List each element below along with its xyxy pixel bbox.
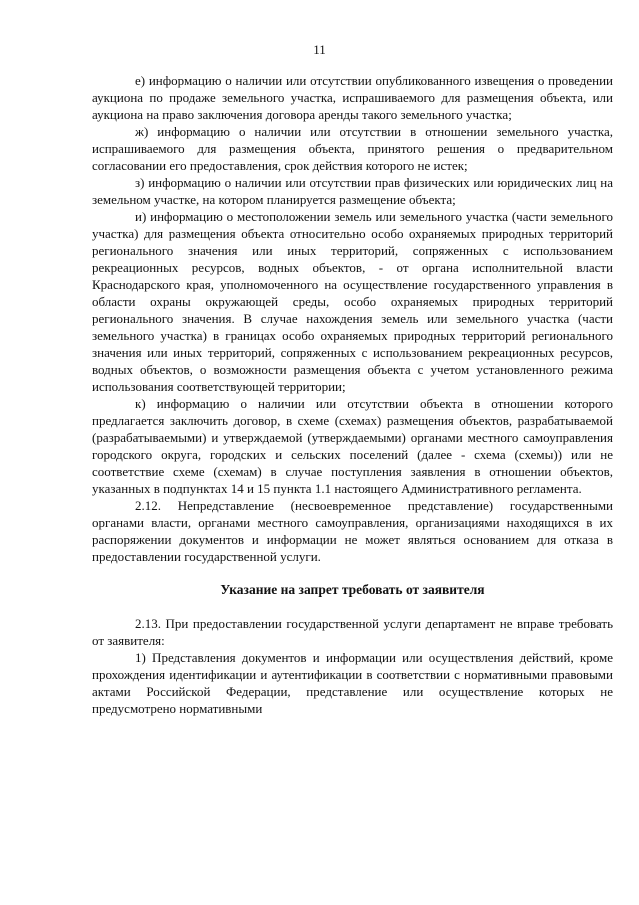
paragraph-2-13-item-1: 1) Представления документов и информации или осуществления действий, кроме прохождения идентификации и аутентификации в соответствии с нормативными правовыми актами Российской Федерации, представление или осуществление которых не предусмотрено нормативными [92, 650, 613, 716]
paragraph-item-z: з) информацию о наличии или отсутствии прав физических или юридических лиц на земельном участке, на котором планируется размещение объекта; [92, 175, 613, 207]
paragraph-item-k: к) информацию о наличии или отсутствии объекта в отношении которого предлагается заключить договор, в схеме (схемах) размещения объектов, разрабатываемой (разрабатываемыми) и утверждаемой (утверждаемыми) органами местного самоуправления городского округа, городских и сельских поселений (далее - схема (схемы)) или не соответствие схеме (схемам) в случае поступления заявления в отношении объектов, указанных в подпунктах 14 и 15 пункта 1.1 настоящего Административного регламента. [92, 396, 613, 496]
paragraph-item-e: е) информацию о наличии или отсутствии опубликованного извещения о проведении аукциона по продаже земельного участка, испрашиваемого для размещения объекта, или аукциона на право заключения договора аренды такого земельного участка; [92, 73, 613, 122]
paragraph-item-i: и) информацию о местоположении земель или земельного участка (части земельного участка) для размещения объекта относительно особо охраняемых природных территорий регионального значения или иных территорий, сопряженных с использованием рекреационных ресурсов, водных объектов, - от органа исполнительной власти Краснодарского края, уполномоченного на осуществление государственного управления в области охраны окружающей среды, особо охраняемых природных территорий регионального значения. В случае нахождения земель или земельного участка (части земельного участка) в границах особо охраняемых природных территорий регионального значения или иных территорий, сопряженных с использованием рекреационных ресурсов, водных объектов, о возможности размещения объекта с учетом установленного режима использования соответствующей территории; [92, 209, 613, 394]
paragraph-2-13: 2.13. При предоставлении государственной услуги департамент не вправе требовать от заявителя: [92, 616, 613, 648]
section-heading: Указание на запрет требовать от заявителя [220, 582, 485, 597]
page-number: 11 [313, 42, 326, 57]
document-body [92, 72, 613, 717]
paragraph-2-12: 2.12. Непредставление (несвоевременное представление) государственными органами власти, органами местного самоуправления, организациями находящихся в их распоряжении документов и информации не может являться основанием для отказа в предоставлении государственной услуги. [92, 498, 613, 564]
paragraph-item-zh: ж) информацию о наличии или отсутствии в отношении земельного участка, испрашиваемого для размещения объекта, принятого решения о предварительном согласовании его предоставления, срок действия которого не истек; [92, 124, 613, 173]
